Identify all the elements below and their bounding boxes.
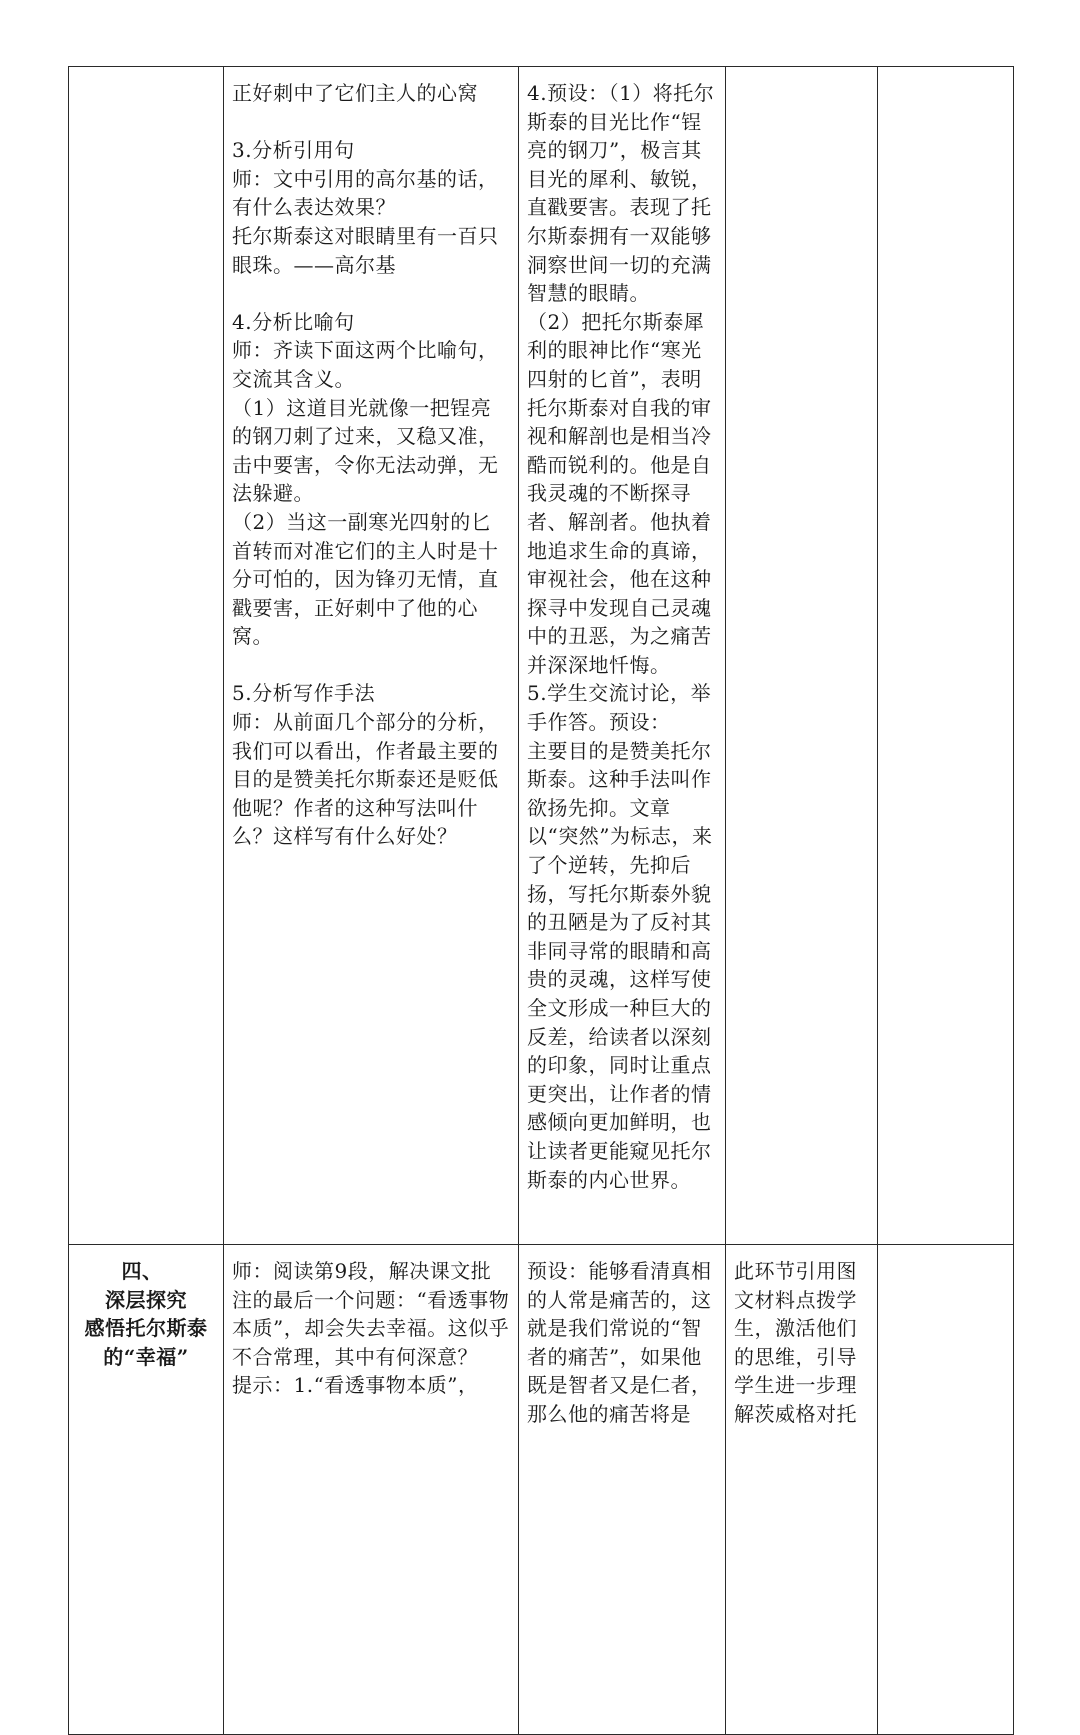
- student-line: 预设：能够看清真相的人常是痛苦的，这就是我们常说的“智者的痛苦”，如果他既是智者又是仁者，那么他的痛苦将是: [527, 1259, 712, 1426]
- example-sentence: （2）当这一副寒光四射的匕首转而对准它们的主人时是十分可怕的，因为锋刃无情，直戳要害，正好刺中了他的心窝。: [232, 509, 499, 649]
- stage-title: 深层探究: [105, 1287, 187, 1312]
- stage-cell: [69, 67, 224, 1245]
- teacher-line: 师：文中引用的高尔基的话，有什么表达效果？: [232, 166, 499, 220]
- stage-title: 的“幸福”: [103, 1344, 189, 1369]
- student-activity-cell: [519, 1245, 726, 1735]
- paragraph-gap: [232, 651, 510, 680]
- table-row: [69, 67, 1014, 1245]
- student-line: （2）把托尔斯泰犀利的眼神比作“寒光四射的匕首”，表明托尔斯泰对自我的审视和解剖也是相当冷酷而锐利的。他是自我灵魂的不断探寻者、解剖者。他执着地追求生命的真谛，审视社会，他在这种探寻中发现自己灵魂中的丑恶，为之痛苦并深深地忏悔。: [527, 309, 712, 677]
- stage-number: 四、: [121, 1259, 163, 1283]
- teacher-activity-cell: [224, 1245, 519, 1735]
- section-heading: 5.分析写作手法: [232, 681, 376, 706]
- example-sentence: （1）这道目光就像一把锃亮的钢刀刺了过来，又稳又准，击中要害，令你无法动弹，无法躲避。: [232, 395, 499, 506]
- notes-cell: [878, 1245, 1014, 1735]
- teacher-line: 正好刺中了它们主人的心窝: [232, 81, 478, 105]
- teacher-line: 师：齐读下面这两个比喻句，交流其含义。: [232, 338, 499, 391]
- notes-cell: [878, 67, 1014, 1245]
- section-heading: 3.分析引用句: [232, 138, 355, 163]
- lesson-plan-table: [68, 66, 1014, 1735]
- student-line: 5.学生交流讨论，举手作答。预设：: [527, 681, 712, 735]
- intent-line: 此环节引用图文材料点拨学生，激活他们的思维，引导学生进一步理解茨威格对托: [734, 1259, 857, 1426]
- teacher-line: 师：阅读第9段，解决课文批注的最后一个问题：“看透事物本质”，却会失去幸福。这似乎不合常理，其中有何深意？: [232, 1259, 510, 1369]
- stage-title: 感悟托尔斯泰: [84, 1316, 208, 1341]
- paragraph-gap: [232, 108, 510, 137]
- student-line: 4.预设：（1）将托尔斯泰的目光比作“锃亮的钢刀”，极言其目光的犀利、敏锐，直戳要害。表现了托尔斯泰拥有一双能够洞察世间一切的充满智慧的眼睛。: [527, 81, 715, 306]
- design-intent-cell: [726, 67, 878, 1245]
- quote-line: 托尔斯泰这对眼睛里有一百只眼珠。——高尔基: [232, 223, 499, 277]
- paragraph-gap: [232, 279, 510, 308]
- student-activity-cell: [519, 67, 726, 1245]
- teacher-line: 提示：1.“看透事物本质”，: [232, 1373, 479, 1398]
- student-line: 主要目的是赞美托尔斯泰。这种手法叫作欲扬先抑。文章以“突然”为标志，来了个逆转，先抑后扬，写托尔斯泰外貌的丑陋是为了反衬其非同寻常的眼睛和高贵的灵魂，这样写使全文形成一种巨大的反差，给读者以深刻的印象，同时让重点更突出，让作者的情感倾向更加鲜明，也让读者更能窥见托尔斯泰的内心世界。: [527, 738, 713, 1192]
- table-row: [69, 1245, 1014, 1735]
- teacher-activity-cell: [224, 67, 519, 1245]
- teacher-line: 师：从前面几个部分的分析，我们可以看出，作者最主要的目的是赞美托尔斯泰还是贬低他呢？作者的这种写法叫什么？这样写有什么好处？: [232, 710, 499, 849]
- stage-cell: [69, 1245, 224, 1735]
- design-intent-cell: [726, 1245, 878, 1735]
- section-heading: 4.分析比喻句: [232, 309, 355, 334]
